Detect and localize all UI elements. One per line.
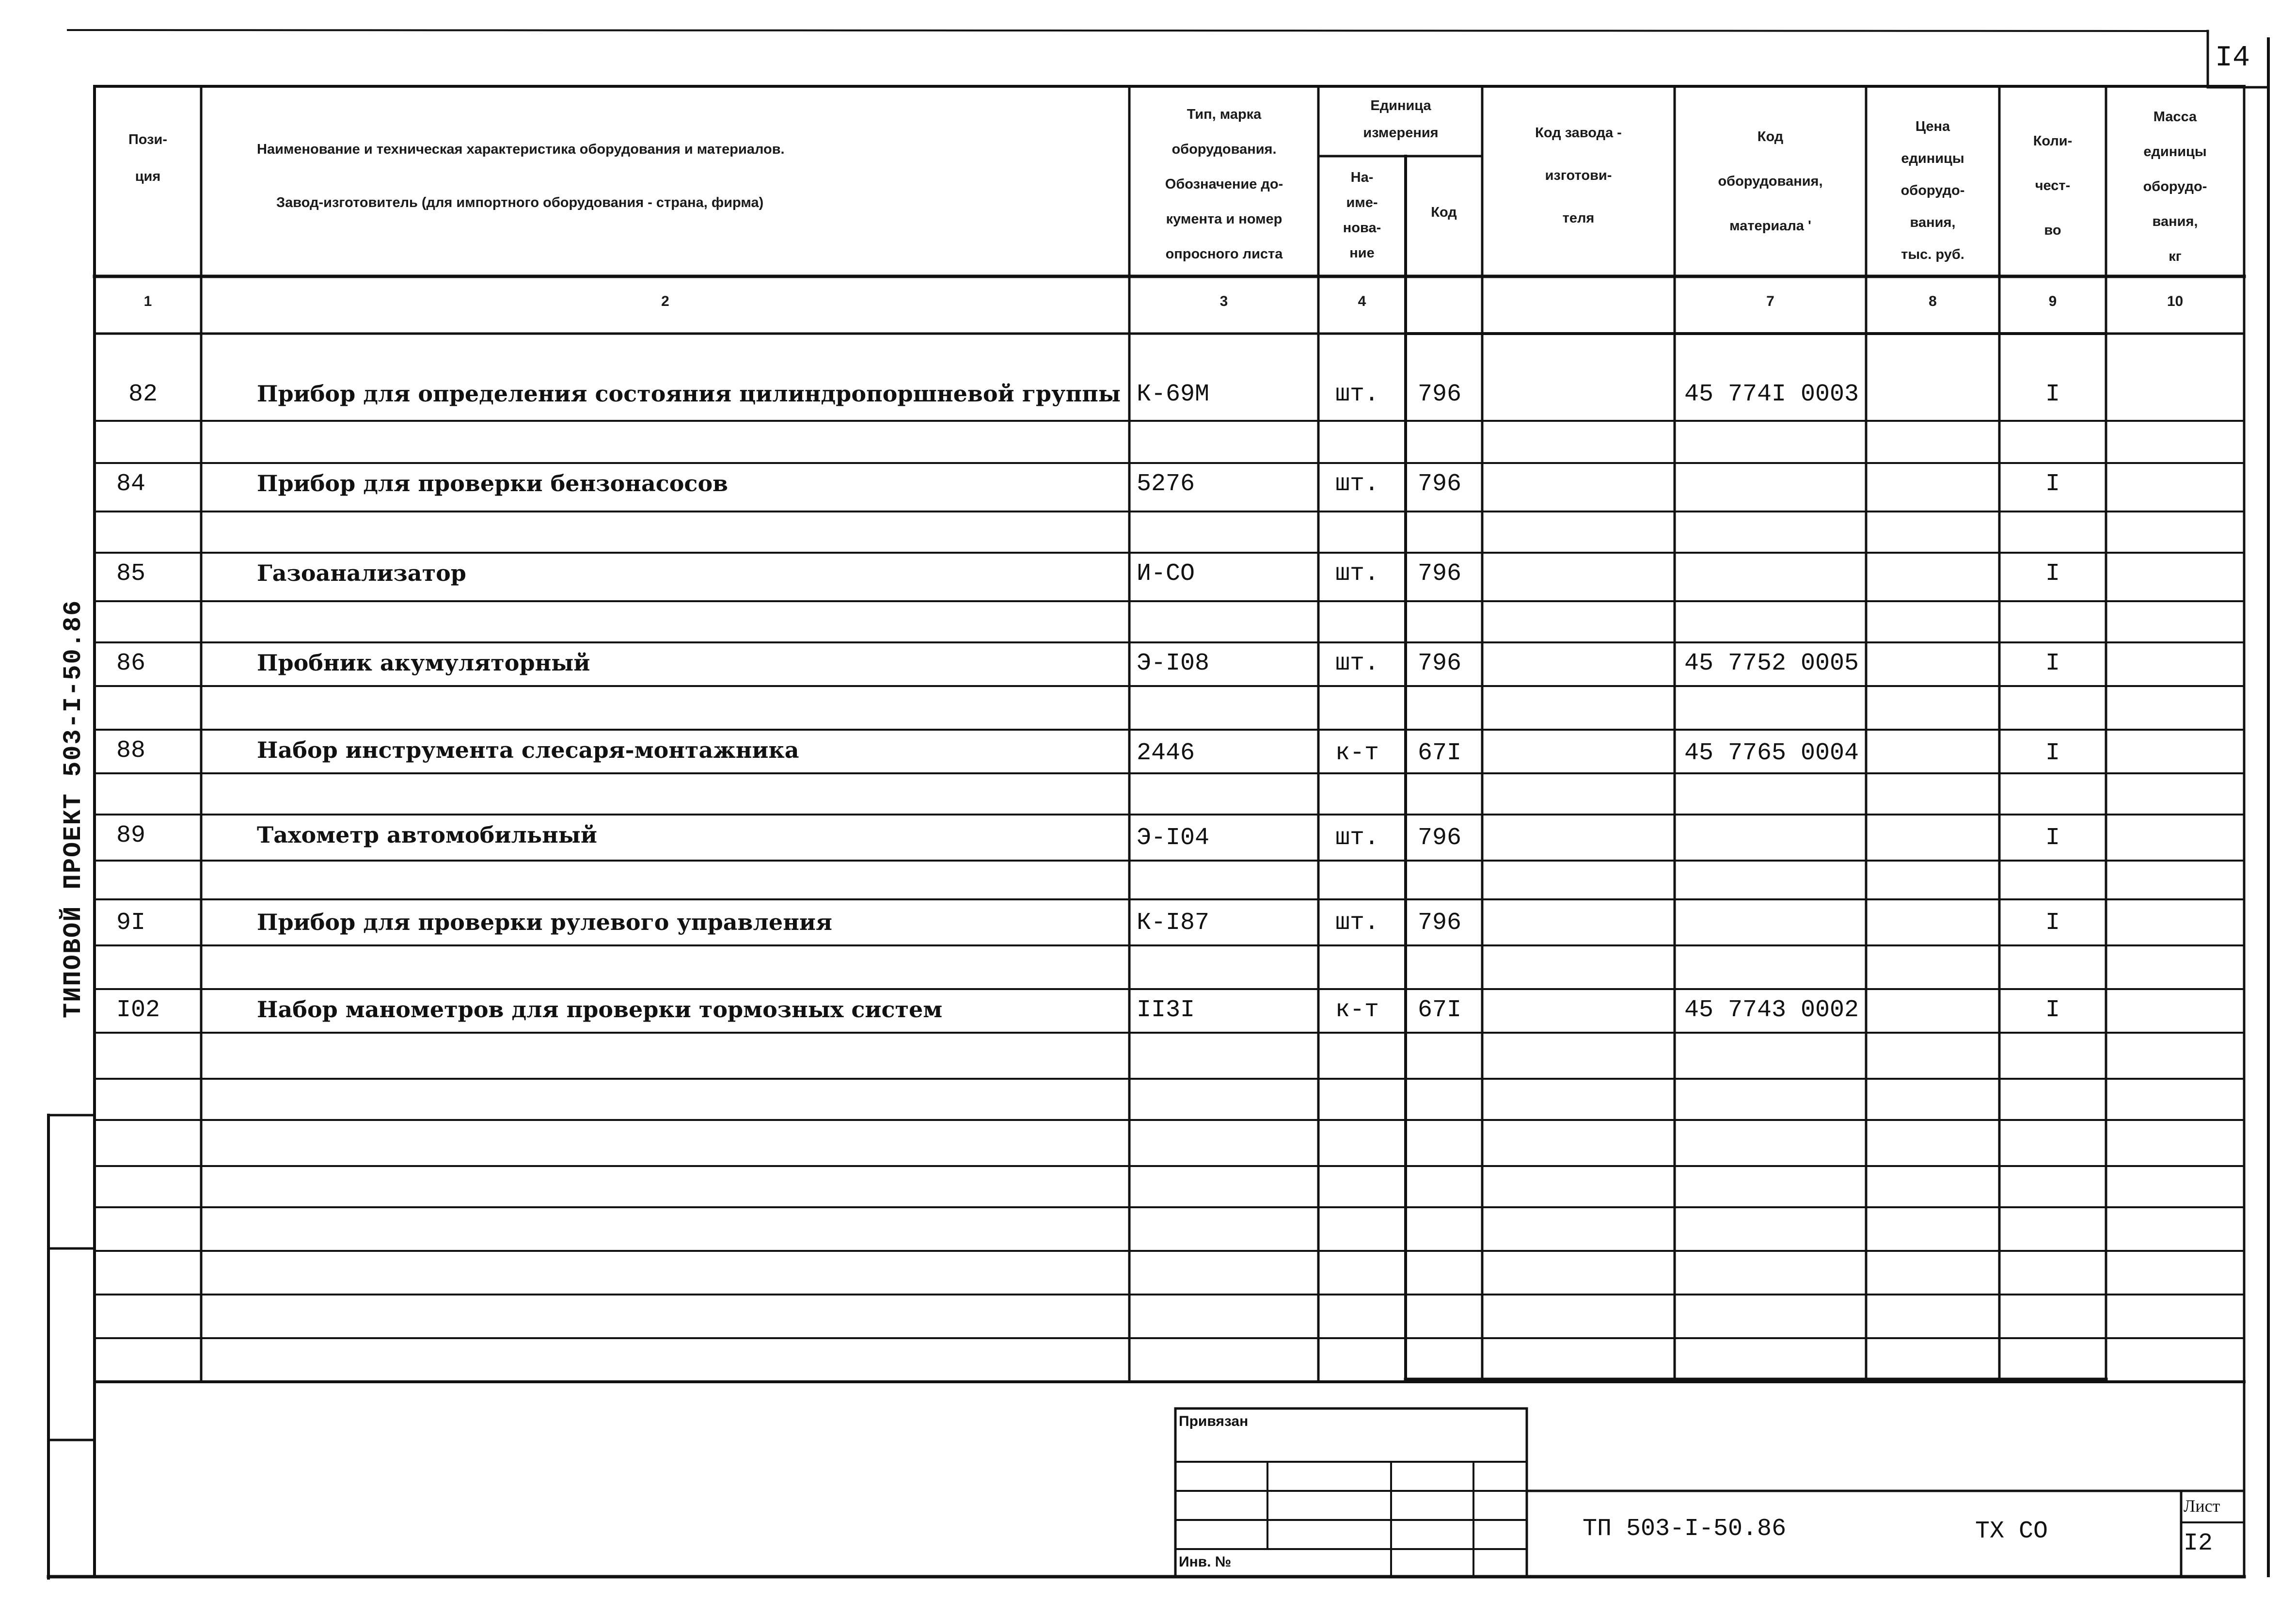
- cell-equip-code: 45 7743 0002: [1684, 996, 1859, 1024]
- cell-type: Э-I08: [1137, 650, 1210, 677]
- cell-code: 796: [1418, 381, 1462, 408]
- cell-equip-code: 45 774I 0003: [1684, 381, 1859, 408]
- cell-name: Газоанализатор: [257, 560, 466, 586]
- cell-type: К-I87: [1137, 909, 1210, 937]
- side-project-stamp: ТИПОВОЙ ПРОЕКТ 503-I-50.86: [59, 599, 88, 1018]
- section-code: ТХ СО: [1975, 1518, 2048, 1545]
- cell-pos: 85: [116, 560, 146, 588]
- cell-pos: I02: [116, 996, 160, 1024]
- header-unit-code: Код: [1431, 205, 1457, 220]
- cell-unit: шт.: [1335, 909, 1379, 937]
- cell-type: Э-I04: [1137, 824, 1210, 852]
- header-plant-code: Код завода - изготови- теля: [1535, 125, 1622, 226]
- cell-unit: к-т: [1335, 996, 1379, 1024]
- cell-name: Прибор для проверки рулевого управления: [257, 909, 832, 935]
- column-number: 7: [1766, 293, 1774, 309]
- cell-code: 796: [1418, 470, 1462, 498]
- header-name-line2: Завод-изготовитель (для импортного оборудования - страна, фирма): [276, 195, 764, 210]
- header-price: Цена единицы оборудо- вания, тыс. руб.: [1900, 119, 1965, 262]
- column-number: 2: [661, 293, 669, 309]
- cell-code: 67I: [1418, 996, 1462, 1024]
- cell-qty: I: [2045, 739, 2060, 767]
- cell-name: Прибор для проверки бензонасосов: [257, 470, 728, 496]
- attached-label: Привязан: [1179, 1413, 1249, 1429]
- cell-name: Прибор для определения состояния цилиндропоршневой группы: [257, 381, 1121, 407]
- column-number: 1: [143, 293, 152, 309]
- column-number: 3: [1219, 293, 1228, 309]
- header-type: Тип, марка оборудования. Обозначение до- кумента и номер опросного листа: [1165, 107, 1283, 262]
- cell-type: К-69М: [1137, 381, 1210, 408]
- header-equip-code: Код оборудования, материала ': [1718, 129, 1823, 234]
- cell-type: II3I: [1137, 996, 1195, 1024]
- cell-unit: шт.: [1335, 470, 1379, 498]
- project-code: ТП 503-I-50.86: [1583, 1515, 1787, 1543]
- cell-code: 796: [1418, 560, 1462, 588]
- cell-name: Пробник акумуляторный: [257, 650, 590, 676]
- cell-pos: 86: [116, 650, 146, 677]
- header-qty: Коли- чест- во: [2033, 133, 2073, 238]
- cell-name: Тахометр автомобильный: [257, 822, 597, 848]
- page-number: I4: [2215, 42, 2250, 75]
- cell-pos: 82: [128, 381, 158, 408]
- inventory-number-label: Инв. №: [1179, 1554, 1232, 1570]
- cell-equip-code: 45 7765 0004: [1684, 739, 1859, 767]
- column-number: 10: [2167, 293, 2184, 309]
- cell-name: Набор инструмента слесаря-монтажника: [257, 737, 799, 763]
- cell-qty: I: [2045, 996, 2060, 1024]
- cell-equip-code: 45 7752 0005: [1684, 650, 1859, 677]
- header-pos: Пози- ция: [128, 132, 168, 184]
- sheet-label: Лист: [2184, 1496, 2220, 1516]
- cell-pos: 9I: [116, 909, 146, 937]
- cell-code: 67I: [1418, 739, 1462, 767]
- cell-name: Набор манометров для проверки тормозных систем: [257, 996, 943, 1023]
- cell-qty: I: [2045, 470, 2060, 498]
- cell-qty: I: [2045, 650, 2060, 677]
- cell-pos: 89: [116, 822, 146, 849]
- cell-qty: I: [2045, 560, 2060, 588]
- cell-unit: к-т: [1335, 739, 1379, 767]
- cell-code: 796: [1418, 909, 1462, 937]
- header-name-line1: Наименование и техническая характеристика оборудования и материалов.: [257, 142, 785, 157]
- cell-type: 2446: [1137, 739, 1195, 767]
- cell-qty: I: [2045, 909, 2060, 937]
- header-mass: Масса единицы оборудо- вания, кг: [2143, 109, 2207, 264]
- header-unit-name: На- име- нова- ние: [1343, 170, 1381, 261]
- column-number: 9: [2048, 293, 2057, 309]
- cell-pos: 88: [116, 737, 146, 765]
- cell-unit: шт.: [1335, 381, 1379, 408]
- cell-type: 5276: [1137, 470, 1195, 498]
- header-unit-group: Единица измерения: [1363, 98, 1439, 141]
- sheet-value: I2: [2184, 1530, 2213, 1557]
- cell-unit: шт.: [1335, 560, 1379, 588]
- cell-qty: I: [2045, 381, 2060, 408]
- cell-unit: шт.: [1335, 650, 1379, 677]
- cell-type: И-СО: [1137, 560, 1195, 588]
- cell-unit: шт.: [1335, 824, 1379, 852]
- cell-code: 796: [1418, 650, 1462, 677]
- cell-qty: I: [2045, 824, 2060, 852]
- cell-code: 796: [1418, 824, 1462, 852]
- cell-pos: 84: [116, 470, 146, 498]
- column-number: 4: [1358, 293, 1366, 309]
- column-number: 8: [1929, 293, 1937, 309]
